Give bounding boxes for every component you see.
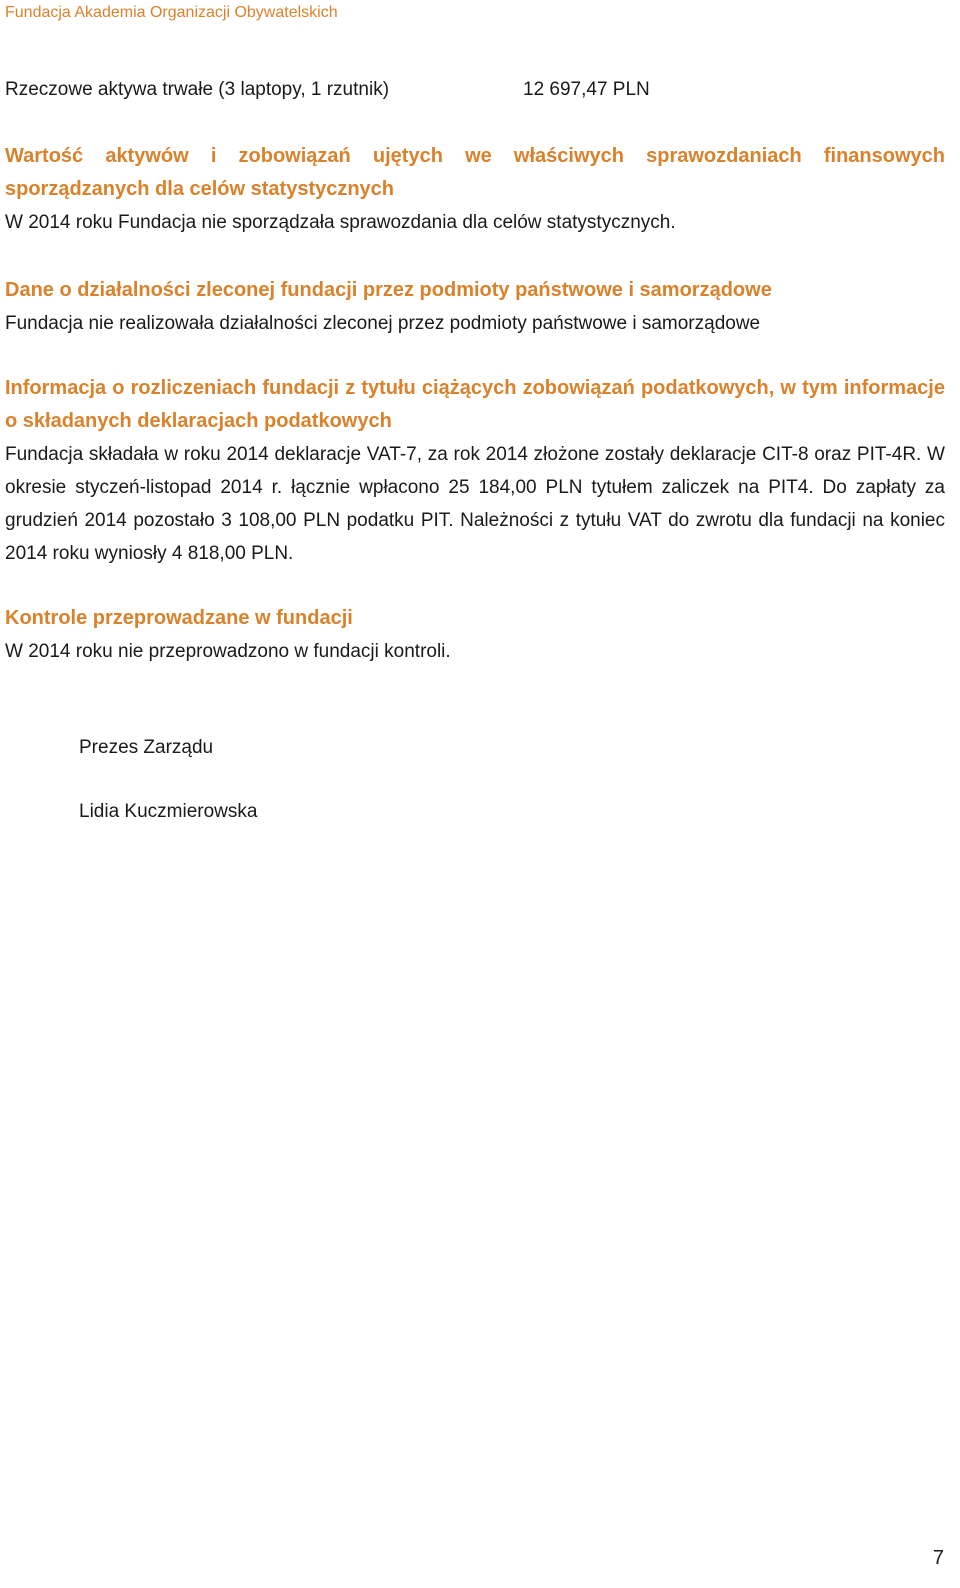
section-heading: Informacja o rozliczeniach fundacji z tytułu ciążących zobowiązań podatkowych, w tym informacje o składanych deklaracjach podatkowych <box>5 377 945 432</box>
running-header: Fundacja Akademia Organizacji Obywatelskich <box>5 4 338 21</box>
section-body: W 2014 roku Fundacja nie sporządzała sprawozdania dla celów statystycznych. <box>5 212 676 233</box>
section-body: W 2014 roku nie przeprowadzono w fundacji kontroli. <box>5 641 451 662</box>
signature-role: Prezes Zarządu <box>79 737 214 758</box>
fixed-assets-label: Rzeczowe aktywa trwałe (3 laptopy, 1 rzutnik) <box>5 79 390 100</box>
section-heading: Wartość aktywów i zobowiązań ujętych we właściwych sprawozdaniach finansowych sporządzanych dla celów statystycznych <box>5 145 945 200</box>
section-heading: Kontrole przeprowadzane w fundacji <box>5 607 353 629</box>
fixed-assets-value: 12 697,47 PLN <box>523 79 650 100</box>
section-inspections <box>5 602 945 668</box>
section-commissioned-activities <box>5 274 945 340</box>
section-body: Fundacja składała w roku 2014 deklaracje VAT-7, za rok 2014 złożone zostały deklaracje CIT-8 oraz PIT-4R. W okresie styczeń-listopad 2014 r. łącznie wpłacono 25 184,00 PLN tytułem zaliczek na PIT4. Do zapłaty za grudzień 2014 pozostało 3 108,00 PLN podatku PIT. Należności z tytułu VAT do zwrotu dla fundacji na koniec 2014 roku wyniosły 4 818,00 PLN. <box>5 444 945 564</box>
section-tax-settlements <box>5 372 945 570</box>
section-body: Fundacja nie realizowała działalności zleconej przez podmioty państwowe i samorządowe <box>5 313 761 334</box>
section-heading: Dane o działalności zleconej fundacji przez podmioty państwowe i samorządowe <box>5 279 772 301</box>
page-number: 7 <box>932 1547 944 1569</box>
signature-name: Lidia Kuczmierowska <box>79 801 258 822</box>
section-statistical-reports <box>5 140 945 239</box>
